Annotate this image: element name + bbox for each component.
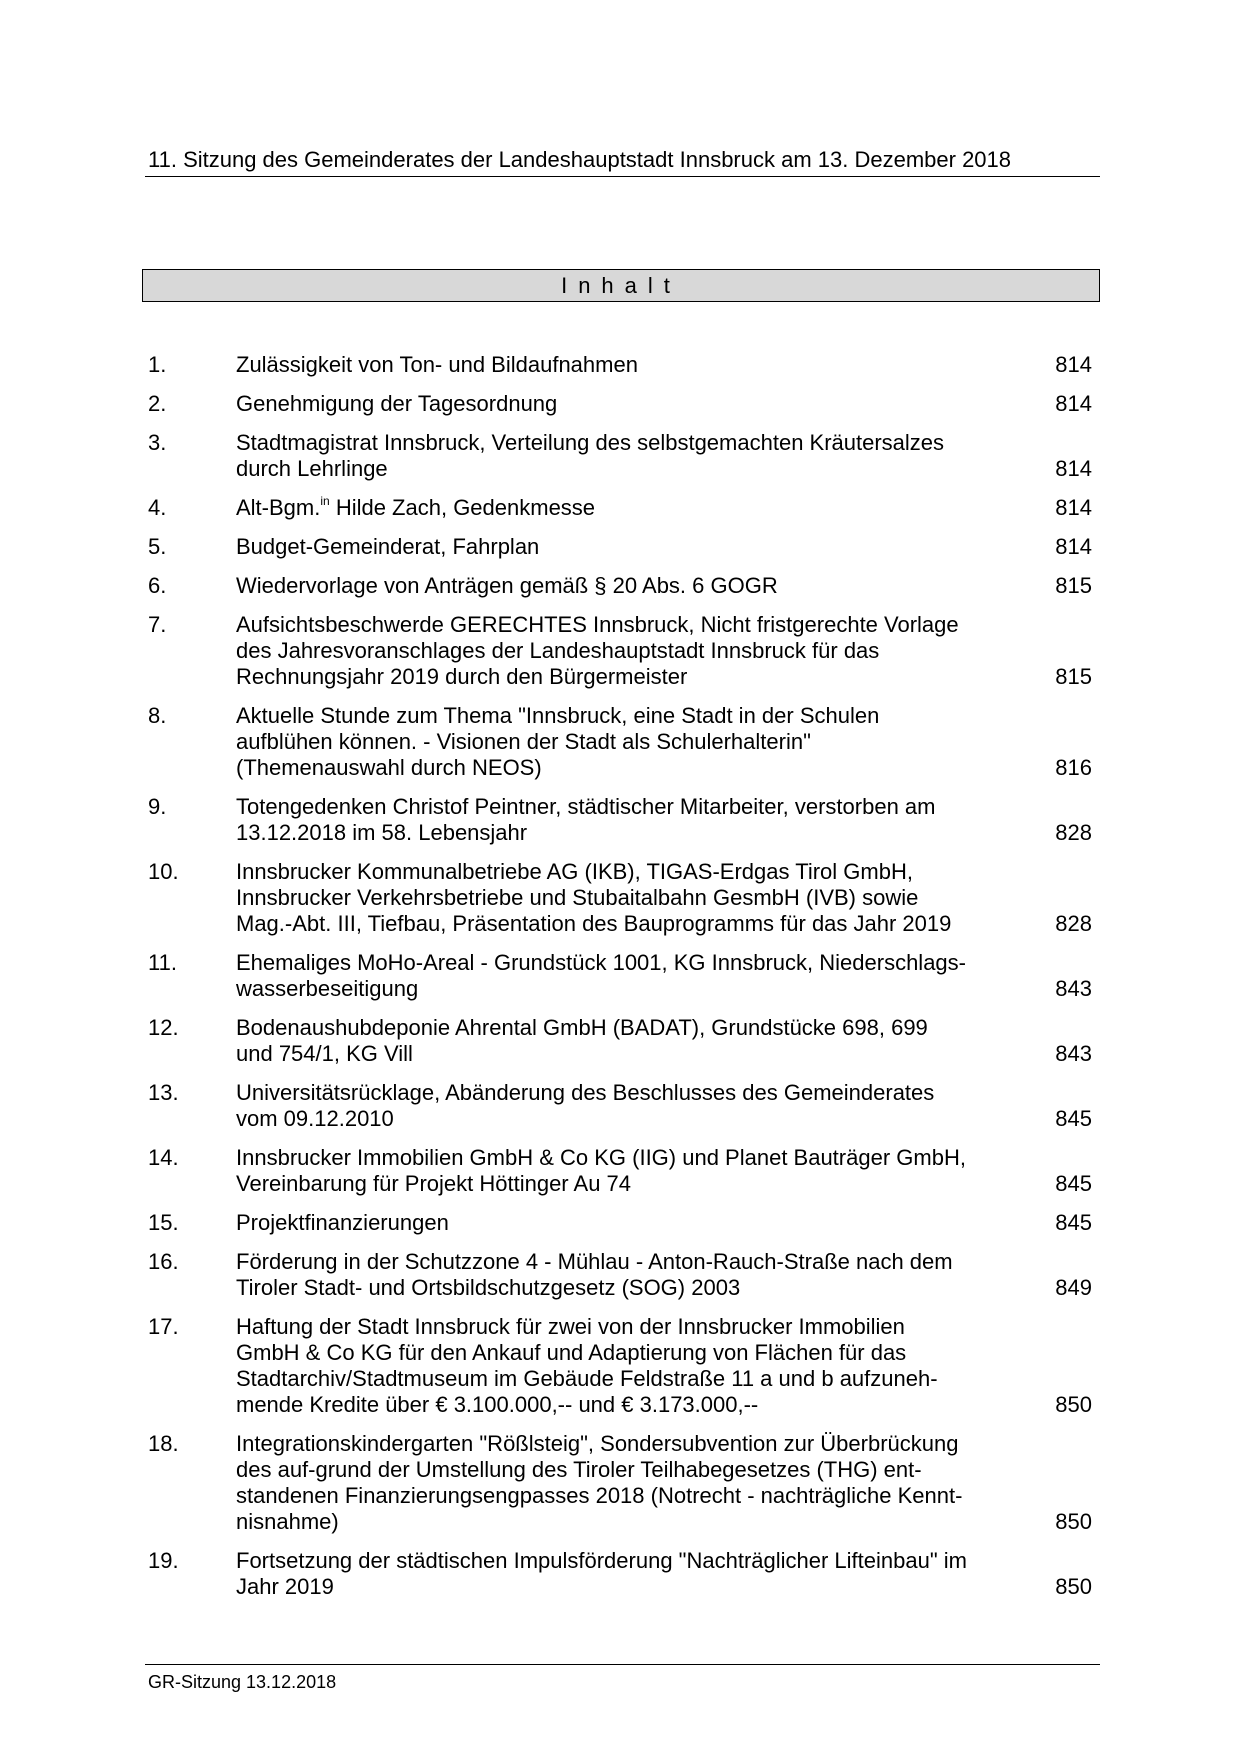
toc-entry-title-line: Ehemaliges MoHo-Areal - Grundstück 1001, KG Innsbruck, Niederschlags- — [236, 950, 966, 975]
toc-entry-title-line: Innsbrucker Kommunalbetriebe AG (IKB), TIGAS-Erdgas Tirol GmbH, — [236, 859, 913, 884]
toc-entry-title-line: Jahr 2019 — [236, 1574, 334, 1599]
toc-entry-number: 12. — [148, 1015, 179, 1040]
toc-entry-title — [236, 352, 1016, 378]
toc-entry — [148, 1145, 1098, 1197]
toc-entry — [148, 534, 1098, 560]
toc-entry-title-line: Förderung in der Schutzzone 4 - Mühlau - Anton-Rauch-Straße nach dem — [236, 1249, 953, 1274]
toc-entry-number: 1. — [148, 352, 167, 377]
toc-entry-title-line: Integrationskindergarten "Rößlsteig", Sondersubvention zur Überbrückung — [236, 1431, 959, 1456]
toc-entry-number: 18. — [148, 1431, 179, 1456]
toc-entry-title — [236, 1145, 1016, 1197]
toc-entry-title-line: Tiroler Stadt- und Ortsbildschutzgesetz (SOG) 2003 — [236, 1275, 741, 1300]
toc-entry-page: 815 — [1055, 664, 1092, 689]
toc-entry-number: 3. — [148, 430, 167, 455]
toc-entry-page: 845 — [1055, 1171, 1092, 1196]
toc-entry-page: 816 — [1055, 755, 1092, 780]
toc-entry-title — [236, 794, 1016, 846]
toc-entry — [148, 391, 1098, 417]
toc-entry-title — [236, 430, 1016, 482]
toc-entry-title-line: Wiedervorlage von Anträgen gemäß § 20 Abs. 6 GOGR — [236, 573, 778, 598]
toc-entry-page: 843 — [1055, 1041, 1092, 1066]
toc-entry-number: 4. — [148, 495, 167, 520]
toc-entry-title — [236, 1080, 1016, 1132]
toc-entry-title-line: Genehmigung der Tagesordnung — [236, 391, 558, 416]
toc-entry-page: 850 — [1055, 1392, 1092, 1417]
toc-entry-title — [236, 1431, 1016, 1535]
toc-entry-title-line: wasserbeseitigung — [236, 976, 419, 1001]
toc-entry-number: 13. — [148, 1080, 179, 1105]
toc-entry-title-line: Mag.-Abt. III, Tiefbau, Präsentation des Bauprogramms für das Jahr 2019 — [236, 911, 952, 936]
toc-entry — [148, 573, 1098, 599]
toc-entry-title — [236, 950, 1016, 1002]
toc-entry-title-line: Aufsichtsbeschwerde GERECHTES Innsbruck, Nicht fristgerechte Vorlage — [236, 612, 959, 637]
toc-entry-page: 845 — [1055, 1106, 1092, 1131]
toc-entry-number: 6. — [148, 573, 167, 598]
toc-entry-title-line: Rechnungsjahr 2019 durch den Bürgermeister — [236, 664, 688, 689]
toc-entry-title-line: Budget-Gemeinderat, Fahrplan — [236, 534, 540, 559]
toc-entry-number: 2. — [148, 391, 167, 416]
toc-entry-number: 7. — [148, 612, 167, 637]
toc-entry-number: 10. — [148, 859, 179, 884]
toc-entry-title-line: Bodenaushubdeponie Ahrental GmbH (BADAT), Grundstücke 698, 699 — [236, 1015, 928, 1040]
footer-text: GR-Sitzung 13.12.2018 — [148, 1672, 337, 1692]
toc-entry-title-line: Totengedenken Christof Peintner, städtischer Mitarbeiter, verstorben am — [236, 794, 936, 819]
toc-entry-title-line: mende Kredite über € 3.100.000,-- und € 3.173.000,-- — [236, 1392, 759, 1417]
toc-entry-page: 843 — [1055, 976, 1092, 1001]
toc-entry-page: 815 — [1055, 573, 1092, 598]
toc-entry-title-line: Projektfinanzierungen — [236, 1210, 449, 1235]
toc-entry — [148, 430, 1098, 482]
toc-entry-title-line: Stadtarchiv/Stadtmuseum im Gebäude Feldstraße 11 a und b aufzuneh- — [236, 1366, 938, 1391]
toc-entry-title — [236, 703, 1016, 781]
toc-entry-title-line: GmbH & Co KG für den Ankauf und Adaptierung von Flächen für das — [236, 1340, 907, 1365]
toc-entry-page: 845 — [1055, 1210, 1092, 1235]
toc-entry-title-line: Aktuelle Stunde zum Thema "Innsbruck, eine Stadt in der Schulen — [236, 703, 880, 728]
toc-entry-page: 814 — [1055, 456, 1092, 481]
toc-entry-title-line: Innsbrucker Immobilien GmbH & Co KG (IIG) und Planet Bauträger GmbH, — [236, 1145, 966, 1170]
toc-entry-title — [236, 573, 1016, 599]
footer-divider — [145, 1664, 1100, 1665]
toc-entry-title — [236, 1015, 1016, 1067]
toc-entry-title-line: (Themenauswahl durch NEOS) — [236, 755, 542, 780]
section-title: Inhalt — [561, 272, 681, 298]
toc-entry-title — [236, 612, 1016, 690]
toc-entry-title — [236, 1210, 1016, 1236]
toc-entry-title — [236, 534, 1016, 560]
toc-entry-title — [236, 391, 1016, 417]
toc-entry — [148, 1548, 1098, 1600]
page-header-title: 11. Sitzung des Gemeinderates der Landeshauptstadt Innsbruck am 13. Dezember 2018 — [148, 147, 1012, 172]
toc-entry — [148, 1210, 1098, 1236]
toc-entry-page: 814 — [1055, 352, 1092, 377]
section-title-box — [142, 269, 1100, 302]
toc-entry-number: 16. — [148, 1249, 179, 1274]
toc-entry-page: 850 — [1055, 1509, 1092, 1534]
toc-entry-title — [236, 1249, 1016, 1301]
table-of-contents — [148, 352, 1098, 1613]
toc-entry-title-line: vom 09.12.2010 — [236, 1106, 394, 1131]
toc-entry-page: 814 — [1055, 495, 1092, 520]
toc-entry-page: 828 — [1055, 820, 1092, 845]
toc-entry — [148, 950, 1098, 1002]
toc-entry — [148, 1314, 1098, 1418]
toc-entry-title-line: des Jahresvoranschlages der Landeshauptstadt Innsbruck für das — [236, 638, 880, 663]
toc-entry-title-line: Vereinbarung für Projekt Höttinger Au 74 — [236, 1171, 632, 1196]
toc-entry — [148, 612, 1098, 690]
toc-entry — [148, 1431, 1098, 1535]
toc-entry-title — [236, 495, 1016, 521]
toc-entry-number: 8. — [148, 703, 167, 728]
toc-entry-page: 850 — [1055, 1574, 1092, 1599]
toc-entry-number: 9. — [148, 794, 167, 819]
toc-entry-title-line: Haftung der Stadt Innsbruck für zwei von der Innsbrucker Immobilien — [236, 1314, 905, 1339]
toc-entry — [148, 794, 1098, 846]
toc-entry-page: 814 — [1055, 534, 1092, 559]
toc-entry-page: 849 — [1055, 1275, 1092, 1300]
header-divider — [145, 176, 1100, 177]
toc-entry-page: 814 — [1055, 391, 1092, 416]
toc-entry-title-line: Alt-Bgm.$^{in}$ Hilde Zach, Gedenkmesse — [236, 493, 596, 520]
toc-entry-title — [236, 1548, 1016, 1600]
toc-entry-title-line: Innsbrucker Verkehrsbetriebe und Stubaitalbahn GesmbH (IVB) sowie — [236, 885, 919, 910]
toc-entry — [148, 703, 1098, 781]
toc-entry-number: 19. — [148, 1548, 179, 1573]
toc-entry-title-line: des auf-grund der Umstellung des Tiroler Teilhabegesetzes (THG) ent- — [236, 1457, 922, 1482]
toc-entry-title-line: und 754/1, KG Vill — [236, 1041, 413, 1066]
toc-entry-number: 11. — [148, 950, 177, 975]
toc-entry-number: 17. — [148, 1314, 179, 1339]
toc-entry — [148, 859, 1098, 937]
toc-entry — [148, 1080, 1098, 1132]
toc-entry-title-line: Universitätsrücklage, Abänderung des Beschlusses des Gemeinderates — [236, 1080, 935, 1105]
toc-entry-title-line: aufblühen können. - Visionen der Stadt als Schulerhalterin" — [236, 729, 811, 754]
toc-entry-title — [236, 1314, 1016, 1418]
toc-entry — [148, 1015, 1098, 1067]
toc-entry-title-line: Fortsetzung der städtischen Impulsförderung "Nachträglicher Lifteinbau" im — [236, 1548, 967, 1573]
toc-entry — [148, 495, 1098, 521]
toc-entry — [148, 1249, 1098, 1301]
toc-entry-title-line: nisnahme) — [236, 1509, 339, 1534]
toc-entry — [148, 352, 1098, 378]
toc-entry-page: 828 — [1055, 911, 1092, 936]
toc-entry-title-line: Zulässigkeit von Ton- und Bildaufnahmen — [236, 352, 638, 377]
toc-entry-title-line: durch Lehrlinge — [236, 456, 388, 481]
toc-entry-title — [236, 859, 1016, 937]
toc-entry-number: 14. — [148, 1145, 179, 1170]
toc-entry-title-line: standenen Finanzierungsengpasses 2018 (Notrecht - nachträgliche Kennt- — [236, 1483, 963, 1508]
toc-entry-number: 5. — [148, 534, 167, 559]
toc-entry-number: 15. — [148, 1210, 179, 1235]
toc-entry-title-line: 13.12.2018 im 58. Lebensjahr — [236, 820, 528, 845]
toc-entry-title-line: Stadtmagistrat Innsbruck, Verteilung des selbstgemachten Kräutersalzes — [236, 430, 945, 455]
